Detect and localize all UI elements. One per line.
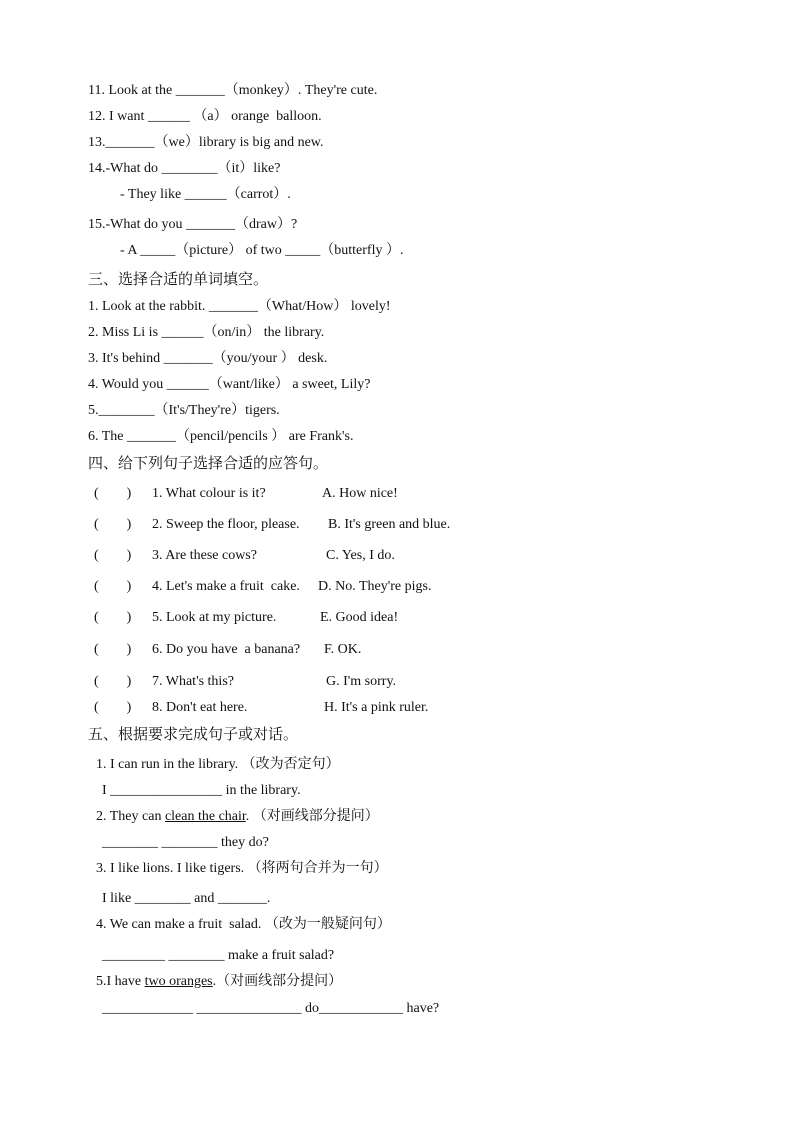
- item-14-answer: - They like ______（carrot）.: [120, 187, 291, 202]
- match-answer: A. How nice!: [322, 486, 398, 501]
- underlined-phrase: clean the chair: [164, 809, 246, 824]
- item-11: 11. Look at the _______（monkey）. They're cute.: [88, 83, 378, 98]
- item-15-answer: - A _____（picture） of two _____（butterfly ）.: [120, 243, 404, 258]
- section4-heading: 四、给下列句子选择合适的应答句。: [88, 454, 329, 472]
- answer-paren: ( ): [94, 642, 132, 657]
- answer-paren: ( ): [94, 486, 132, 501]
- item-14-question: 14.-What do ________（it）like?: [88, 161, 281, 176]
- rewrite-answer-5: _____________ _______________ do____________ have?: [102, 1001, 440, 1016]
- section3-item-2: 2. Miss Li is ______（on/in） the library.: [88, 325, 325, 340]
- section3-item-5: 5.________（It's/They're）tigers.: [88, 403, 280, 418]
- match-answer: G. I'm sorry.: [326, 674, 397, 689]
- section3-item-4: 4. Would you ______（want/like） a sweet, Lily?: [88, 377, 371, 392]
- answer-paren: ( ): [94, 610, 132, 625]
- section3-item-6: 6. The _______（pencil/pencils ） are Frank's.: [88, 429, 354, 444]
- match-answer: F. OK.: [324, 642, 362, 657]
- question-5-instruction: .（对画线部分提问）: [212, 974, 343, 989]
- answer-paren: ( ): [94, 548, 132, 563]
- item-15-question: 15.-What do you _______（draw）?: [88, 217, 298, 232]
- match-question: 8. Don't eat here.: [152, 700, 248, 715]
- match-question: 5. Look at my picture.: [152, 610, 277, 625]
- match-answer: D. No. They're pigs.: [318, 579, 432, 594]
- rewrite-answer-4: _________ ________ make a fruit salad?: [102, 948, 335, 963]
- item-13: 13._______（we）library is big and new.: [88, 135, 324, 150]
- rewrite-question-5: [96, 973, 342, 991]
- match-question: 2. Sweep the floor, please.: [152, 517, 300, 532]
- answer-paren: ( ): [94, 674, 132, 689]
- rewrite-question-3: 3. I like lions. I like tigers. （将两句合并为一句）: [96, 861, 388, 876]
- match-question: 1. What colour is it?: [152, 486, 266, 501]
- rewrite-question-1: 1. I can run in the library. （改为否定句）: [96, 757, 340, 772]
- rewrite-answer-3: I like ________ and _______.: [102, 891, 271, 906]
- match-answer: B. It's green and blue.: [328, 517, 451, 532]
- underlined-phrase: two oranges: [144, 974, 213, 989]
- answer-paren: ( ): [94, 579, 132, 594]
- section3-heading: 三、选择合适的单词填空。: [88, 270, 269, 288]
- question-2-instruction: . （对画线部分提问）: [245, 809, 379, 824]
- match-question: 6. Do you have a banana?: [152, 642, 301, 657]
- question-2-text: 2. They can: [96, 809, 165, 824]
- rewrite-answer-1: I ________________ in the library.: [102, 783, 301, 798]
- match-question: 7. What's this?: [152, 674, 234, 689]
- section5-heading: 五、根据要求完成句子或对话。: [88, 725, 299, 743]
- match-question: 4. Let's make a fruit cake.: [152, 579, 300, 594]
- answer-paren: ( ): [94, 517, 132, 532]
- question-5-text: 5.I have: [96, 974, 145, 989]
- section3-item-1: 1. Look at the rabbit. _______（What/How） lovely!: [88, 299, 391, 314]
- item-12: 12. I want ______ （a） orange balloon.: [88, 109, 322, 124]
- rewrite-answer-2: ________ ________ they do?: [102, 835, 269, 850]
- section3-item-3: 3. It's behind _______（you/your ） desk.: [88, 351, 328, 366]
- rewrite-question-4: 4. We can make a fruit salad. （改为一般疑问句）: [96, 917, 391, 932]
- match-question: 3. Are these cows?: [152, 548, 257, 563]
- rewrite-question-2: [96, 808, 379, 826]
- answer-paren: ( ): [94, 700, 132, 715]
- match-answer: C. Yes, I do.: [326, 548, 395, 563]
- match-answer: E. Good idea!: [320, 610, 399, 625]
- match-answer: H. It's a pink ruler.: [324, 700, 429, 715]
